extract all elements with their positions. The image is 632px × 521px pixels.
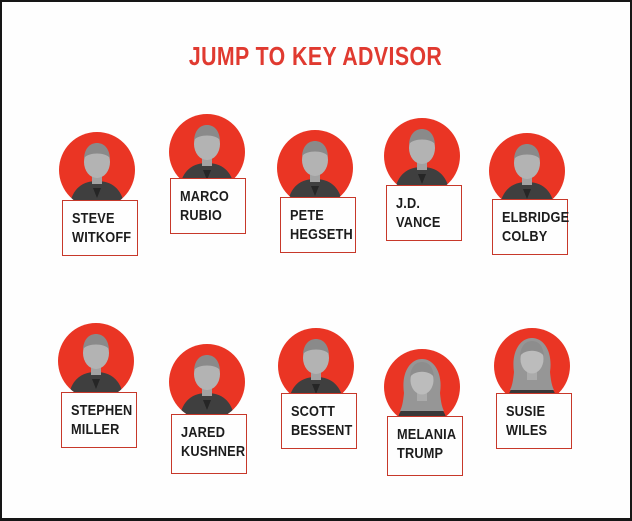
advisor-name-line2: TRUMP (397, 445, 444, 462)
male-portrait-photo-icon (169, 344, 245, 420)
advisor-name-line2: WITKOFF (72, 229, 132, 246)
advisor-name-box[interactable] (170, 178, 246, 234)
advisor-name-line1: MELANIA (397, 426, 457, 443)
male-portrait-photo-icon (384, 118, 460, 194)
advisor-name-box[interactable] (496, 393, 572, 449)
advisor-name-box[interactable] (171, 414, 247, 474)
advisor-name-line1: SCOTT (291, 403, 336, 420)
advisor-photo-jd-vance[interactable] (384, 118, 460, 194)
male-portrait-photo-icon (59, 132, 135, 208)
advisor-photo-stephen-miller[interactable] (58, 323, 134, 399)
advisor-photo-elbridge-colby[interactable] (489, 133, 565, 209)
advisor-name-line2: MILLER (71, 421, 120, 438)
male-portrait-photo-icon (58, 323, 134, 399)
advisor-name-box[interactable] (492, 199, 568, 255)
advisor-name-line2: BESSENT (291, 422, 353, 439)
page-title-text: JUMP TO KEY ADVISOR (189, 41, 443, 71)
advisor-name-line1: J.D. (396, 195, 421, 212)
advisor-name-line1: ELBRIDGE (502, 209, 570, 226)
advisor-name-line1: JARED (181, 424, 226, 441)
male-portrait-photo-icon (277, 130, 353, 206)
advisor-name-line1: MARCO (180, 188, 230, 205)
male-portrait-photo-icon (489, 133, 565, 209)
advisor-name-box[interactable] (387, 416, 463, 476)
advisor-name-line1: STEVE (72, 210, 115, 227)
advisor-name-line2: VANCE (396, 214, 441, 231)
advisor-name-box[interactable] (61, 392, 137, 448)
advisor-name-box[interactable] (280, 197, 356, 253)
advisor-name-line1: PETE (290, 207, 324, 224)
advisor-name-box[interactable] (281, 393, 357, 449)
advisor-name-line2: KUSHNER (181, 443, 246, 460)
advisor-name-box[interactable] (62, 200, 138, 256)
advisor-name-line2: RUBIO (180, 207, 222, 224)
advisor-name-line1: STEPHEN (71, 402, 133, 419)
female-portrait-photo-icon (384, 349, 460, 425)
advisor-name-line2: WILES (506, 422, 548, 439)
advisor-photo-steve-witkoff[interactable] (59, 132, 135, 208)
advisor-name-box[interactable] (386, 185, 462, 241)
advisor-photo-jared-kushner[interactable] (169, 344, 245, 420)
advisor-photo-pete-hegseth[interactable] (277, 130, 353, 206)
advisor-name-line2: HEGSETH (290, 226, 353, 243)
advisor-name-line1: SUSIE (506, 403, 546, 420)
page-title (0, 41, 632, 72)
advisor-name-line2: COLBY (502, 228, 548, 245)
advisor-photo-melania-trump[interactable] (384, 349, 460, 425)
